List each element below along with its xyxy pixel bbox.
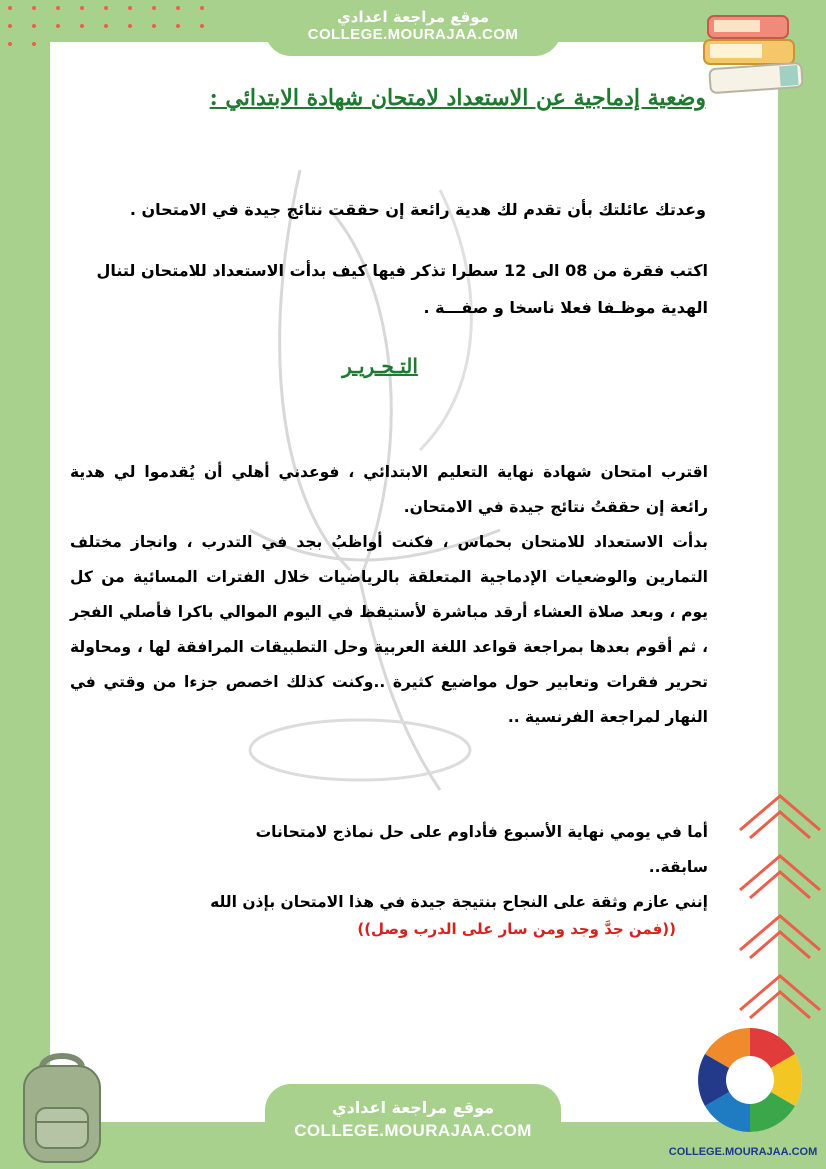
chevron-up-decorations (736, 790, 824, 1030)
decorative-dot (32, 24, 36, 28)
prompt-line-2: اكتب فقرة من 08 الى 12 سطرا تذكر فيها كيف بدأت الاستعداد للامتحان لتنال الهدية موظـفا فعلا ناسخا و صفـــة . (96, 261, 708, 317)
decorative-dot (200, 24, 204, 28)
essay-paragraph-1: اقترب امتحان شهادة نهاية التعليم الابتدائي ، فوعدني أهلي أن يُقدموا لي هدية رائعة إن حققتُ نتائج جيدة في الامتحان. (70, 463, 708, 516)
top-banner-arabic: موقع مراجعة اعدادي (337, 8, 489, 26)
section-heading: التـحـريـر (342, 354, 418, 378)
bottom-banner-arabic: موقع مراجعة اعدادي (331, 1098, 495, 1117)
logo-site-text: COLLEGE.MOURAJAA.COM (668, 1146, 818, 1158)
decorative-dot (32, 6, 36, 10)
decorative-dot (176, 24, 180, 28)
decorative-dot (8, 42, 12, 46)
decorative-dot (176, 6, 180, 10)
decorative-dot (104, 24, 108, 28)
decorative-dot (8, 24, 12, 28)
bottom-banner-site[interactable]: COLLEGE.MOURAJAA.COM (294, 1121, 532, 1140)
closing-block (200, 815, 708, 920)
decorative-dot (80, 6, 84, 10)
closing-line-1: أما في يومي نهاية الأسبوع فأداوم على حل نماذج لامتحانات سابقة.. (255, 823, 708, 876)
decorative-dot (200, 6, 204, 10)
decorative-dot (56, 24, 60, 28)
decorative-dot (152, 24, 156, 28)
decorative-dot (56, 6, 60, 10)
page-title: وضعية إدماجية عن الاستعداد لامتحان شهادة الابتدائي : (209, 85, 706, 111)
essay-body (70, 455, 708, 735)
decorative-dot (128, 24, 132, 28)
prompt-line-1: وعدتك عائلتك بأن تقدم لك هدية رائعة إن حققت نتائج جيدة في الامتحان . (129, 200, 706, 219)
decorative-dot (104, 6, 108, 10)
decorative-dot (152, 6, 156, 10)
decorative-dot (80, 24, 84, 28)
top-banner (265, 0, 561, 56)
books-illustration (700, 8, 810, 98)
proverb-quote: ((فمن جدَّ وجد ومن سار على الدرب وصل)) (357, 920, 676, 938)
subjects-wheel-logo (695, 1025, 805, 1135)
backpack-icon (12, 1050, 112, 1165)
decorative-dot (8, 6, 12, 10)
decorative-dot (128, 6, 132, 10)
decorative-dot (32, 42, 36, 46)
essay-paragraph-2: بدأت الاستعداد للامتحان بحماس ، فكنت أواظبُ بجد في التدرب ، وانجاز مختلف التمارين والوضعيات الإدماجية المتعلقة بالرياضيات خلال الفترات المسائية من كل يوم ، وبعد صلاة العشاء أرقد مباشرة لأستيقظ في اليوم الموالي باكرا فأصلي الفجر ، ثم أقوم بعدها بمراجعة قواعد اللغة العربية وحل التطبيقات المرافقة لها ، ومحاولة تحرير فقرات وتعابير حول مواضيع كثيرة ..وكنت كذلك اخصص جزءا من وقتي في النهار لمراجعة الفرنسية .. (70, 533, 708, 726)
bottom-banner (265, 1084, 561, 1169)
closing-line-2: إنني عازم وثقة على النجاح بنتيجة جيدة في هذا الامتحان بإذن الله (210, 893, 708, 911)
top-banner-site[interactable]: COLLEGE.MOURAJAA.COM (307, 26, 519, 43)
